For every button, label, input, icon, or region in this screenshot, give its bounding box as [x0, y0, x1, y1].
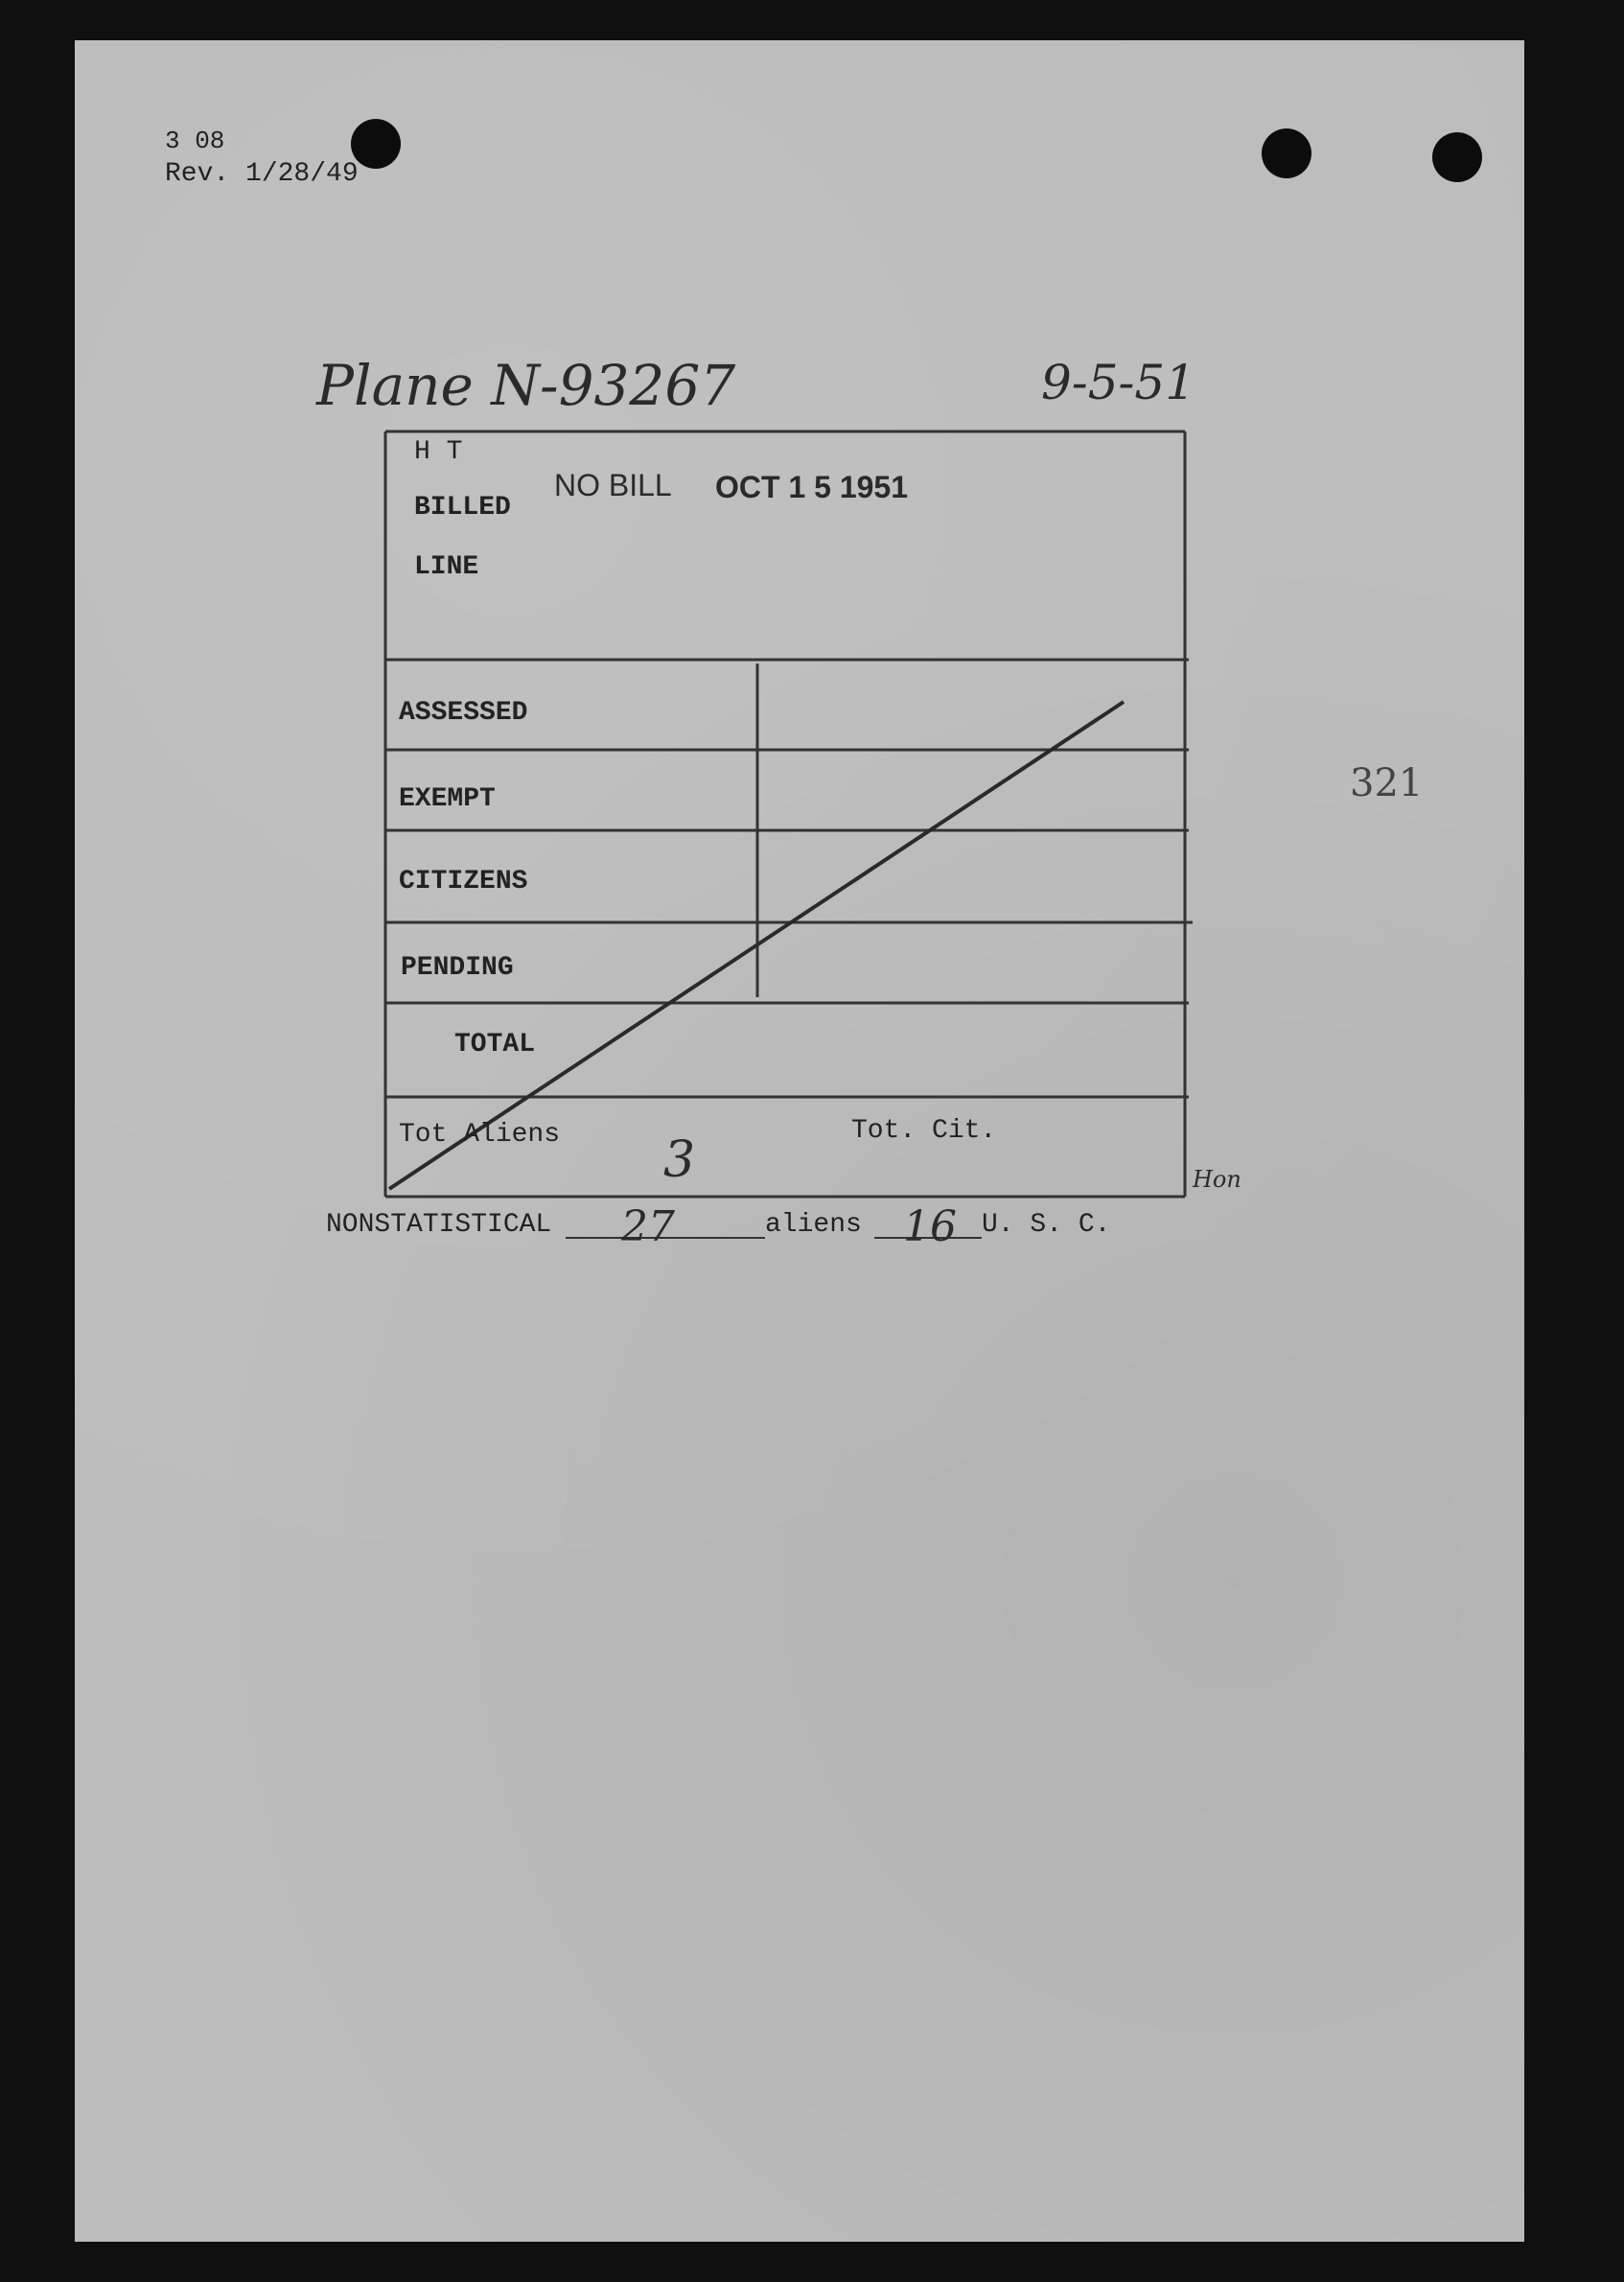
header-line: LINE: [414, 552, 479, 582]
nonstat-usc-value: 16: [903, 1202, 957, 1251]
row-assessed: ASSESSED: [399, 698, 528, 728]
tot-aliens-label: Tot Aliens: [399, 1120, 561, 1150]
row-exempt: EXEMPT: [399, 784, 496, 814]
stamp-date: OCT 1 5 1951: [715, 470, 908, 504]
page-number: 321: [1350, 761, 1424, 805]
nonstatistical-label: NONSTATISTICAL: [326, 1210, 552, 1240]
row-citizens: CITIZENS: [399, 867, 528, 896]
header-billed: BILLED: [414, 493, 511, 523]
tot-cit-label: Tot. Cit.: [851, 1116, 997, 1146]
nonstat-aliens-value: 27: [621, 1202, 675, 1251]
initials: Hon: [1193, 1166, 1241, 1193]
usc-label: U. S. C.: [982, 1210, 1111, 1240]
row-pending: PENDING: [401, 953, 514, 983]
form-revision: Rev. 1/28/49: [165, 159, 359, 189]
row-total: TOTAL: [454, 1030, 536, 1060]
stamp-no-bill: NO BILL: [554, 468, 672, 502]
tot-aliens-value: 3: [663, 1131, 696, 1189]
aliens-label: aliens: [765, 1210, 862, 1240]
handwritten-date: 9-5-51: [1041, 355, 1196, 410]
handwritten-plane: Plane N-93267: [316, 353, 736, 418]
form-number: 3 08: [165, 127, 225, 155]
header-ht: H T: [414, 437, 463, 467]
